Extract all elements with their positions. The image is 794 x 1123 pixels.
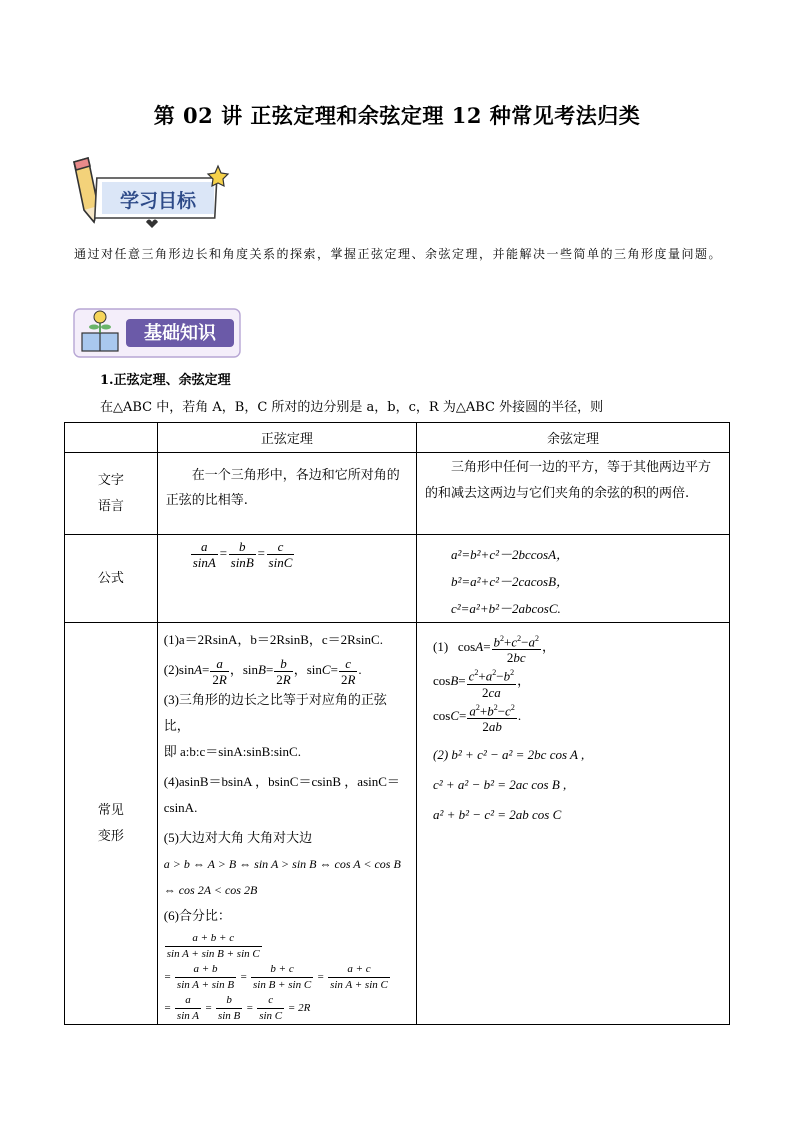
variant-5b: a > b ⇔ A > B ⇔ sin A > sin B ⇔ cos A < cos B	[163, 857, 401, 871]
variant-5a: (5)大边对大角 大角对大边	[163, 830, 313, 845]
variant-5c: ⇔ cos 2A < cos 2B	[163, 883, 258, 897]
heart-icon	[146, 220, 158, 229]
section-heading: 1.正弦定理、余弦定理	[100, 373, 231, 388]
cos-variant-2b: c² + a² − b² = 2ac cos B ,	[432, 776, 567, 792]
row-formula-label: 公式	[65, 535, 158, 623]
sine-variant-cell	[157, 623, 416, 1025]
variant-1: (1)a＝2RsinA，b＝2RsinB，c＝2RsinC.	[163, 632, 383, 647]
basic-knowledge-badge	[72, 305, 244, 361]
page-title: 第 02 讲 正弦定理和余弦定理 12 种常见考法归类	[153, 103, 641, 128]
row-variant-label: 常见变形	[65, 623, 158, 1025]
table-row	[65, 535, 730, 623]
cosine-variant-cell	[416, 623, 729, 1025]
cosine-formula-cell	[416, 535, 729, 623]
variant-3a: (3)三角形的边长之比等于对应角的正弦比，	[163, 692, 387, 733]
intro-text: 通过对任意三角形边长和角度关系的探索，掌握正弦定理、余弦定理，并能解决一些简单的三角形度量问题。	[74, 247, 723, 261]
cos-variant-1c: cosC= $\frac{a^2+b^2-c^2}{2ab}$ .	[433, 700, 729, 734]
variant-6: (6)合分比：	[163, 908, 231, 923]
lead-text: 在△ABC 中，若角 A，B，C 所对的边分别是 a，b，c，R 为△ABC 外接圆的半径，则	[100, 400, 604, 415]
cos-variant-1a: (1) cosA= $\frac{b^2+c^2-a^2}{2bc}$ ，	[433, 631, 729, 665]
cos-variant-1b: cosB= $\frac{c^2+a^2-b^2}{2ca}$ ，	[433, 665, 729, 699]
table-header-row	[65, 423, 730, 453]
theorem-table	[64, 422, 730, 1025]
row-text-label: 文字语言	[65, 453, 158, 535]
cosine-text-cell: 三角形中任何一边的平方，等于其他两边平方的和减去这两边与它们夹角的余弦的积的两倍.	[416, 453, 729, 535]
variant-6-formula: $\frac{a + b + c}{\text{sin A + sin B + sin C}}$ = $\frac{a + b}{\text{sin A + sin B}}$ = $\frac{b + c}{\text{sin B + sin C}}$ = $\frac{a + c}{\text{sin A + sin C}}$ = $\frac{a}{\text{sin A}}$ = $\frac{b}{\text{sin B}}$ = $\frac{c}{\text{sin C}}$ = 2R	[163, 932, 388, 1022]
table-row	[65, 453, 730, 535]
table-row	[65, 623, 730, 1025]
cos-variant-2a: (2) b² + c² − a² = 2bc cos A ,	[432, 746, 585, 762]
variant-3b: 即 a:b:c＝sinA:sinB:sinC.	[163, 744, 301, 759]
sine-text-cell: 在一个三角形中，各边和它所对角的正弦的比相等.	[157, 453, 416, 535]
variant-4b: csinA.	[163, 800, 198, 815]
cos-formula-2: b²=a²+c²－2cacosB，	[450, 574, 570, 589]
variant-2: (2)sinA= $\frac{a}{2R}$ ，sinB= $\frac{b}{2R}$ ，sinC= $\frac{c}{2R}$ .	[163, 655, 362, 687]
cos-formula-1: a²=b²+c²－2bccosA，	[450, 547, 570, 562]
cos-variant-2c: a² + b² − c² = 2ab cos C	[432, 806, 562, 822]
variant-4a: (4)asinB＝bsinA ，bsinC＝csinB ，asinC＝	[163, 774, 400, 789]
badge-goal-text: 学习目标	[119, 190, 197, 212]
cos-formula-3: c²=a²+b²－2abcosC.	[450, 601, 561, 616]
corner-cell	[65, 423, 158, 453]
sine-formula-cell: $\frac{a}{\sin A}$ = $\frac{b}{\sin B}$ = $\frac{c}{\sin C}$	[157, 535, 416, 623]
head-sine: 正弦定理	[157, 423, 416, 453]
head-cosine: 余弦定理	[416, 423, 729, 453]
learning-goal-badge	[68, 156, 238, 236]
svg-text:基础知识: 基础知识	[144, 323, 216, 344]
